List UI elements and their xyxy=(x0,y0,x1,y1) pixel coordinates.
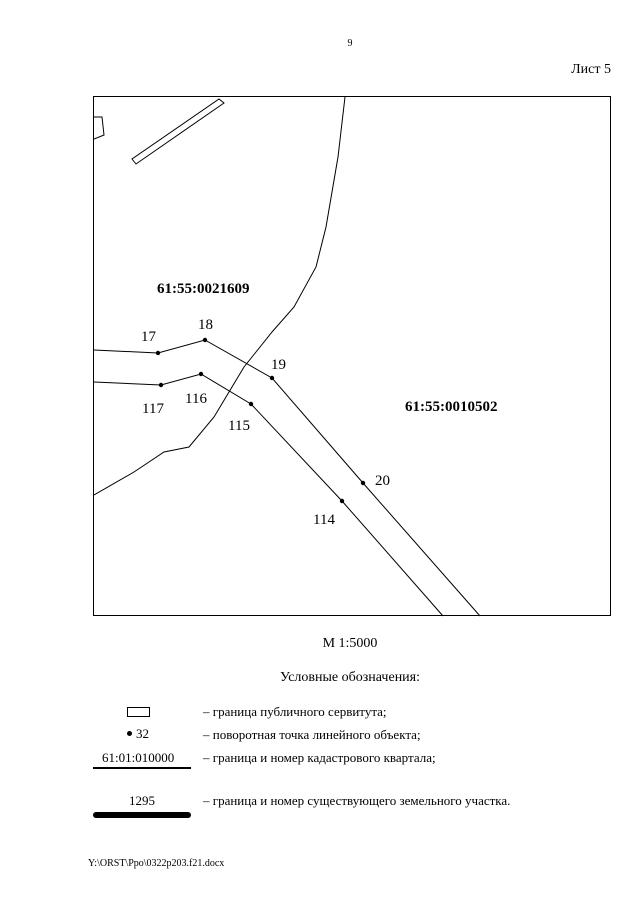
label-19: 19 xyxy=(271,357,286,373)
legend-item-4-text: – граница и номер существующего земельного участка. xyxy=(203,793,511,808)
point-117 xyxy=(159,383,163,387)
legend-point-symbol xyxy=(127,731,132,736)
point-116 xyxy=(199,372,203,376)
point-19 xyxy=(270,376,274,380)
page-number: 9 xyxy=(347,38,353,49)
servitude-upper-line xyxy=(94,340,480,616)
map-notch xyxy=(94,117,104,139)
legend-rectangle-symbol xyxy=(127,707,150,717)
legend-item-3-text: – граница и номер кадастрового квартала; xyxy=(203,750,436,765)
label-114: 114 xyxy=(313,512,335,528)
legend-quarter-sample: 61:01:010000 xyxy=(102,750,175,765)
label-18: 18 xyxy=(198,317,213,333)
map-frame xyxy=(93,96,611,616)
cadastral-map xyxy=(94,97,612,617)
point-18 xyxy=(203,338,207,342)
label-17: 17 xyxy=(141,329,156,345)
label-20: 20 xyxy=(375,473,390,489)
sheet-label: Лист 5 xyxy=(571,62,611,77)
legend-item-2-text: – поворотная точка линейного объекта; xyxy=(203,727,421,742)
quarter-label-1: 61:55:0021609 xyxy=(157,281,250,297)
point-115 xyxy=(249,402,253,406)
legend-point-sample: 32 xyxy=(136,726,149,741)
legend-title: Условные обозначения: xyxy=(279,670,421,685)
label-116: 116 xyxy=(185,391,207,407)
point-20 xyxy=(361,481,365,485)
label-115: 115 xyxy=(228,418,250,434)
legend-parcel-line xyxy=(93,812,191,818)
point-17 xyxy=(156,351,160,355)
point-114 xyxy=(340,499,344,503)
road-strip xyxy=(132,99,224,164)
legend-quarter-line xyxy=(93,767,191,769)
legend-parcel-sample: 1295 xyxy=(129,793,155,808)
quarter-label-2: 61:55:0010502 xyxy=(405,399,498,415)
map-scale: М 1:5000 xyxy=(322,636,378,651)
legend-item-1-text: – граница публичного сервитута; xyxy=(203,704,387,719)
label-117: 117 xyxy=(142,401,164,417)
file-path-footer: Y:\ORST\Ppo\0322p203.f21.docx xyxy=(88,858,225,869)
